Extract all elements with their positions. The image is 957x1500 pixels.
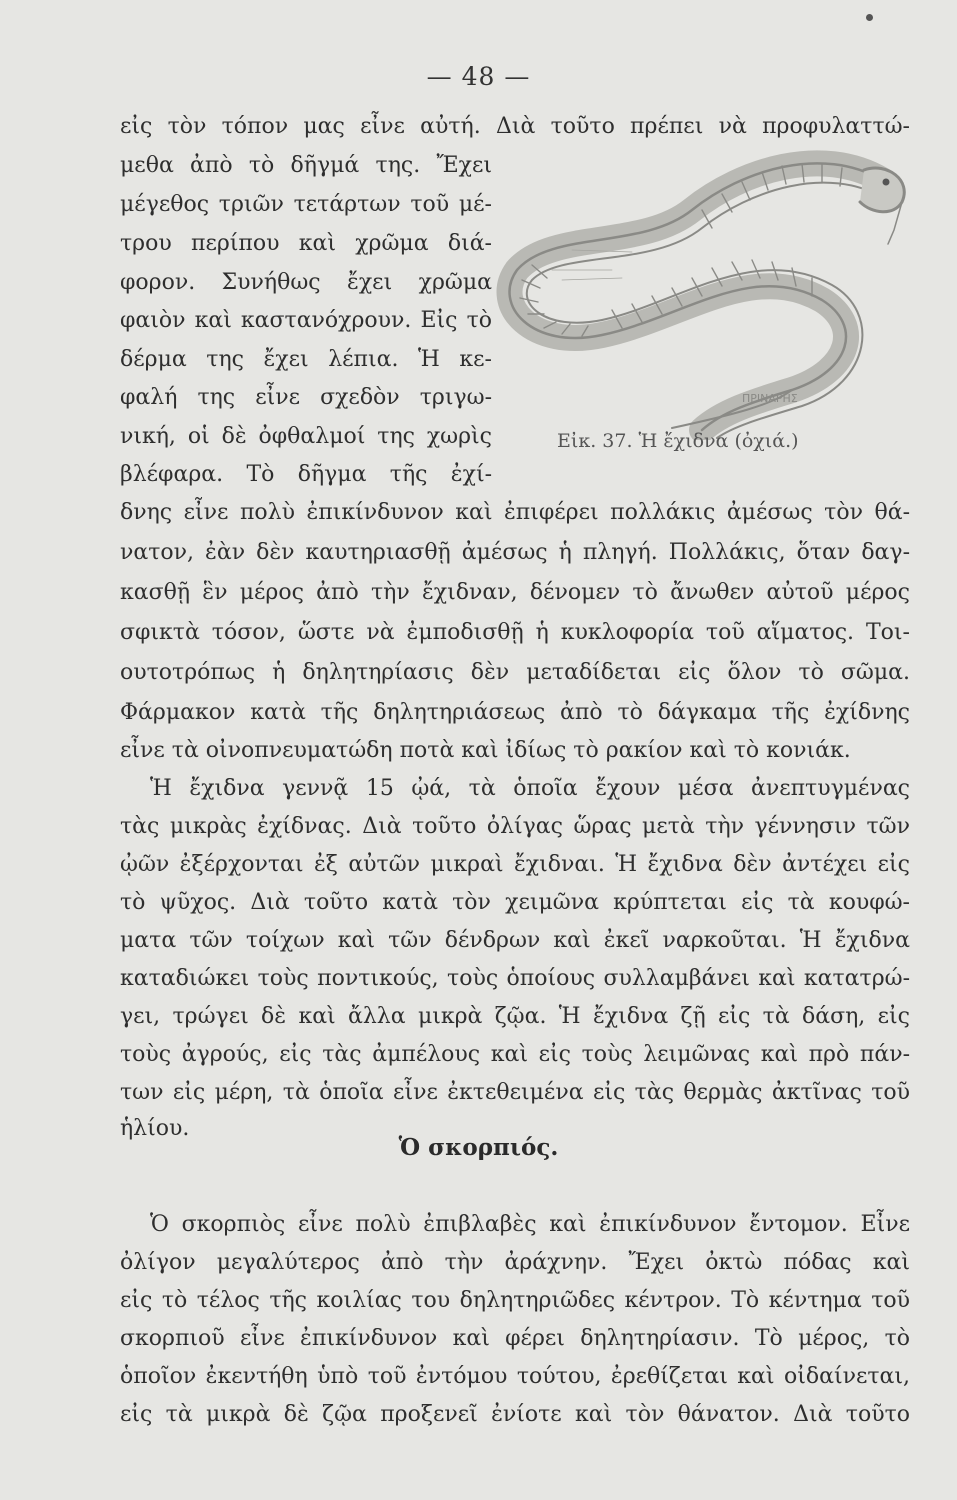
text-line: Φάρμακον κατὰ τῆς δηλητηριάσεως ἀπὸ τὸ δάγκαμα τῆς ἐχίδνης [120,700,910,725]
figure-caption: Εἰκ. 37. Ἡ ἔχιδνα (ὀχιά.) [557,430,799,452]
text-line: ὀλίγον μεγαλύτερος ἀπὸ τὴν ἀράχνην. Ἔχει ὀκτὼ πόδας καὶ [120,1250,910,1275]
text-line: ὁποῖον ἐκεντήθη ὑπὸ τοῦ ἐντόμου τούτου, ἐρεθίζεται καὶ οἰδαίνεται, [120,1364,910,1389]
text-line: τρου περίπου καὶ χρῶμα διά- [120,231,492,256]
text-line: τοὺς ἀγρούς, εἰς τὰς ἀμπέλους καὶ εἰς τοὺς λειμῶνας καὶ πρὸ πάν- [120,1042,910,1067]
engraver-signature: ΠΡΙΝΑΡΗΣ [742,392,798,405]
text-line: ουτοτρόπως ἡ δηλητηρίασις δὲν μεταδίδεται εἰς ὅλον τὸ σῶμα. [120,660,910,685]
text-line: σκορπιοῦ εἶνε ἐπικίνδυνον καὶ φέρει δηλητηρίασιν. Τὸ μέρος, τὸ [120,1326,910,1351]
text-line: βλέφαρα. Τὸ δῆγμα τῆς ἐχί- [120,462,492,487]
text-line: ᾠῶν ἐξέρχονται ἐξ αὐτῶν μικραὶ ἔχιδναι. Ἡ ἔχιδνα δὲν ἀντέχει εἰς [120,852,910,877]
text-line: των εἰς μέρη, τὰ ὁποῖα εἶνε ἐκτεθειμένα εἰς τὰς θερμὰς ἀκτῖνας τοῦ [120,1080,910,1105]
text-line: νατον, ἐὰν δὲν καυτηριασθῇ ἀμέσως ἡ πληγή. Πολλάκις, ὅταν δαγ- [120,540,910,565]
text-line: φαλή της εἶνε σχεδὸν τριγω- [120,385,492,410]
text-line: δνης εἶνε πολὺ ἐπικίνδυνον καὶ ἐπιφέρει πολλάκις ἀμέσως τὸν θά- [120,500,910,525]
text-line: εἰς τὸ τέλος τῆς κοιλίας του δηλητηριῶδες κέντρον. Τὸ κέντημα τοῦ [120,1288,910,1313]
text-line: Ἡ ἔχιδνα γεννᾷ 15 ᾠά, τὰ ὁποῖα ἔχουν μέσα ἀνεπτυγμένας [150,776,910,801]
text-line: ματα τῶν τοίχων καὶ τῶν δένδρων καὶ ἐκεῖ ναρκοῦται. Ἡ ἔχιδνα [120,928,910,953]
text-line: καταδιώκει τοὺς ποντικούς, τοὺς ὁποίους συλλαμβάνει καὶ κατατρώ- [120,966,910,991]
text-line: νική, οἱ δὲ ὀφθαλμοί της χωρὶς [120,424,492,449]
text-line: εἰς τὸν τόπον μας εἶνε αὐτή. Διὰ τοῦτο πρέπει νὰ προφυλαττώ- [120,114,910,139]
page-number: — 48 — [426,62,531,91]
text-line: εἰς τὰ μικρὰ δὲ ζῷα προξενεῖ ἐνίοτε καὶ τὸν θάνατον. Διὰ τοῦτο [120,1402,910,1427]
text-line: φαιὸν καὶ καστανόχρουν. Εἰς τὸ [120,308,492,333]
text-line: Ὁ σκορπιὸς εἶνε πολὺ ἐπιβλαβὲς καὶ ἐπικίνδυνον ἔντομον. Εἶνε [150,1212,910,1237]
text-line: γει, τρώγει δὲ καὶ ἄλλα μικρὰ ζῷα. Ἡ ἔχιδνα ζῇ εἰς τὰ δάση, εἰς [120,1004,910,1029]
text-line: κασθῇ ἓν μέρος ἀπὸ τὴν ἔχιδναν, δένομεν τὸ ἄνωθεν αὐτοῦ μέρος [120,580,910,605]
text-line: εἶνε τὰ οἰνοπνευματώδη ποτὰ καὶ ἰδίως τὸ ρακίον καὶ τὸ κονιάκ. [120,738,851,763]
text-line: δέρμα της ἔχει λέπια. Ἡ κε- [120,347,492,372]
snake-illustration [492,140,912,440]
text-line: ἡλίου. [120,1116,190,1141]
text-line: μέγεθος τριῶν τετάρτων τοῦ μέ- [120,192,492,217]
text-line: τὸ ψῦχος. Διὰ τοῦτο κατὰ τὸν χειμῶνα κρύπτεται εἰς τὰ κουφώ- [120,890,910,915]
text-line: σφικτὰ τόσον, ὥστε νὰ ἐμποδισθῇ ἡ κυκλοφορία τοῦ αἵματος. Τοι- [120,620,910,645]
text-line: φορον. Συνήθως ἔχει χρῶμα [120,270,492,295]
text-line: τὰς μικρὰς ἐχίδνας. Διὰ τοῦτο ὀλίγας ὥρας μετὰ τὴν γέννησιν τῶν [120,814,910,839]
ink-dot [866,14,873,21]
text-line: μεθα ἀπὸ τὸ δῆγμά της. Ἔχει [120,153,492,178]
section-heading: Ὁ σκορπιός. [398,1134,559,1161]
